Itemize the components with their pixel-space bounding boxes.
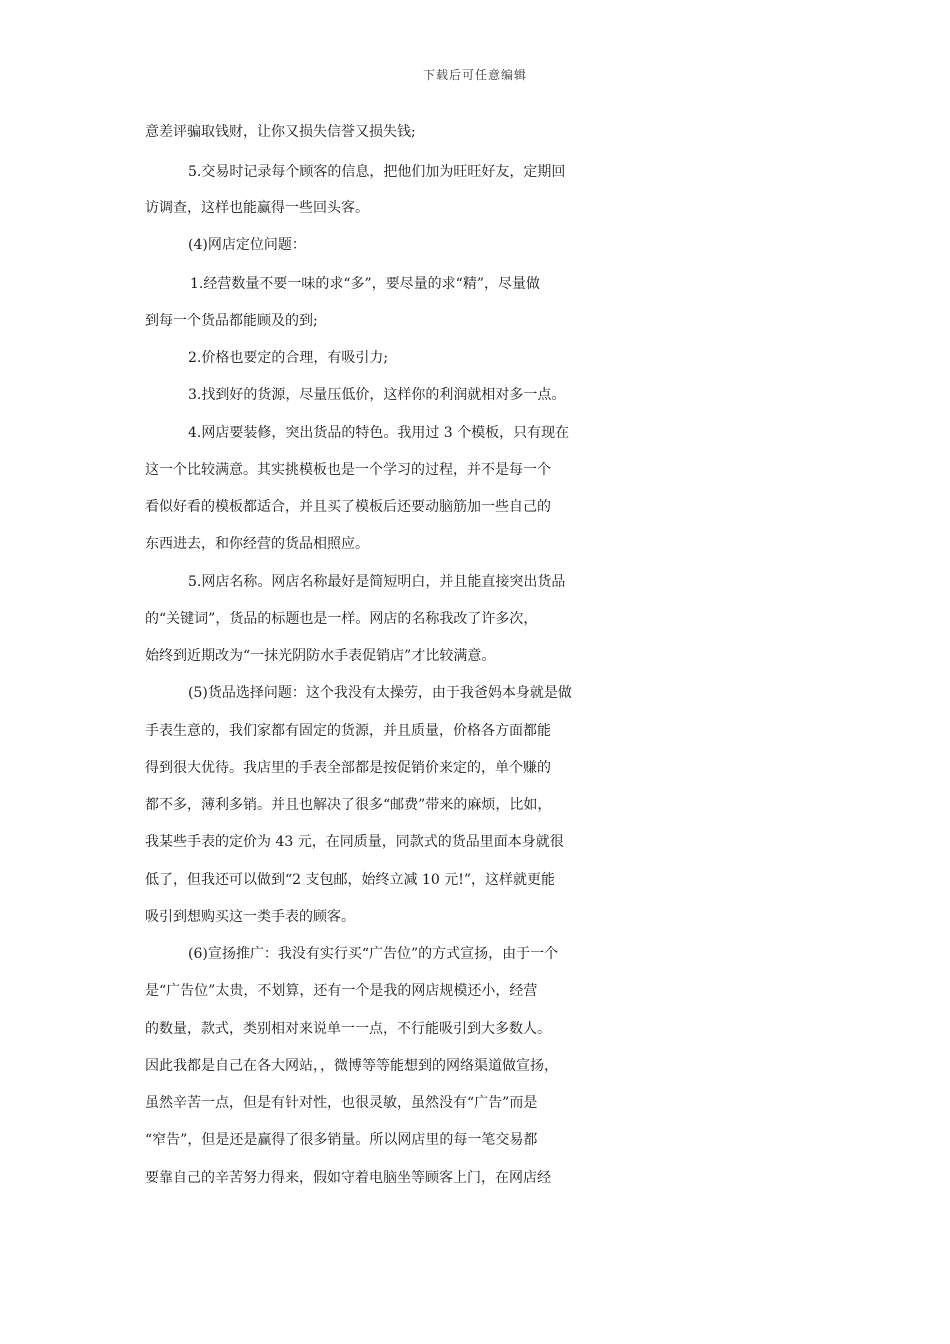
body-line: 这一个比较满意。其实挑模板也是一个学习的过程，并不是每一个 [145,462,551,478]
body-line: 意差评骗取钱财，让你又损失信誉又损失钱; [145,124,416,140]
body-line: 因此我都是自己在各大网站，，微博等等能想到的网络渠道做宣扬， [145,1058,558,1074]
body-line: 5.交易时记录每个顾客的信息，把他们加为旺旺好友，定期回 [188,164,566,180]
body-line: 4.网店要装修，突出货品的特色。我用过 3 个模板，只有现在 [188,425,570,441]
body-line: 得到很大优待。我店里的手表全部都是按促销价来定的，单个赚的 [145,760,551,776]
body-line: 吸引到想购买这一类手表的顾客。 [145,909,355,925]
body-line: 看似好看的模板都适合，并且买了模板后还要动脑筋加一些自己的 [145,499,551,515]
body-line: 的数量，款式，类别相对来说单一一点，不行能吸引到大多数人。 [145,1021,551,1037]
body-line: (6)宣扬推广：我没有实行买“广告位”的方式宣扬，由于一个 [188,946,559,962]
body-line: 是“广告位”太贵，不划算，还有一个是我的网店规模还小，经营 [145,983,538,999]
body-line: 都不多，薄利多销。并且也解决了很多“邮费”带来的麻烦，比如， [145,797,552,813]
body-line: 始终到近期改为“一抹光阴防水手表促销店”才比较满意。 [145,648,496,664]
body-line: 到每一个货品都能顾及的到; [145,313,318,329]
body-line: 要靠自己的辛苦努力得来，假如守着电脑坐等顾客上门，在网店经 [145,1170,551,1186]
body-line: 访调查，这样也能赢得一些回头客。 [145,200,369,216]
body-line: 2.价格也要定的合理，有吸引力; [188,350,389,366]
body-line: 的“关键词”，货品的标题也是一样。网店的名称我改了许多次， [145,611,538,627]
body-line: 手表生意的，我们家都有固定的货源，并且质量，价格各方面都能 [145,723,551,739]
body-line: (5)货品选择问题：这个我没有太操劳，由于我爸妈本身就是做 [188,685,572,701]
body-line: 低了，但我还可以做到“2 支包邮，始终立减 10 元!”，这样就更能 [145,872,556,888]
body-line: (4)网店定位问题： [188,237,306,253]
body-line: 1.经营数量不要一味的求“多”，要尽量的求“精”，尽量做 [190,276,540,292]
body-line: 3.找到好的货源，尽量压低价，这样你的利润就相对多一点。 [188,387,566,403]
page-header: 下载后可任意编辑 [422,68,527,82]
body-line: “窄告”，但是还是赢得了很多销量。所以网店里的每一笔交易都 [145,1132,538,1148]
body-line: 东西进去，和你经营的货品相照应。 [145,536,369,552]
body-line: 我某些手表的定价为 43 元，在同质量，同款式的货品里面本身就很 [145,834,564,850]
body-line: 5.网店名称。网店名称最好是简短明白，并且能直接突出货品 [188,574,566,590]
body-line: 虽然辛苦一点，但是有针对性，也很灵敏，虽然没有“广告”而是 [145,1095,538,1111]
